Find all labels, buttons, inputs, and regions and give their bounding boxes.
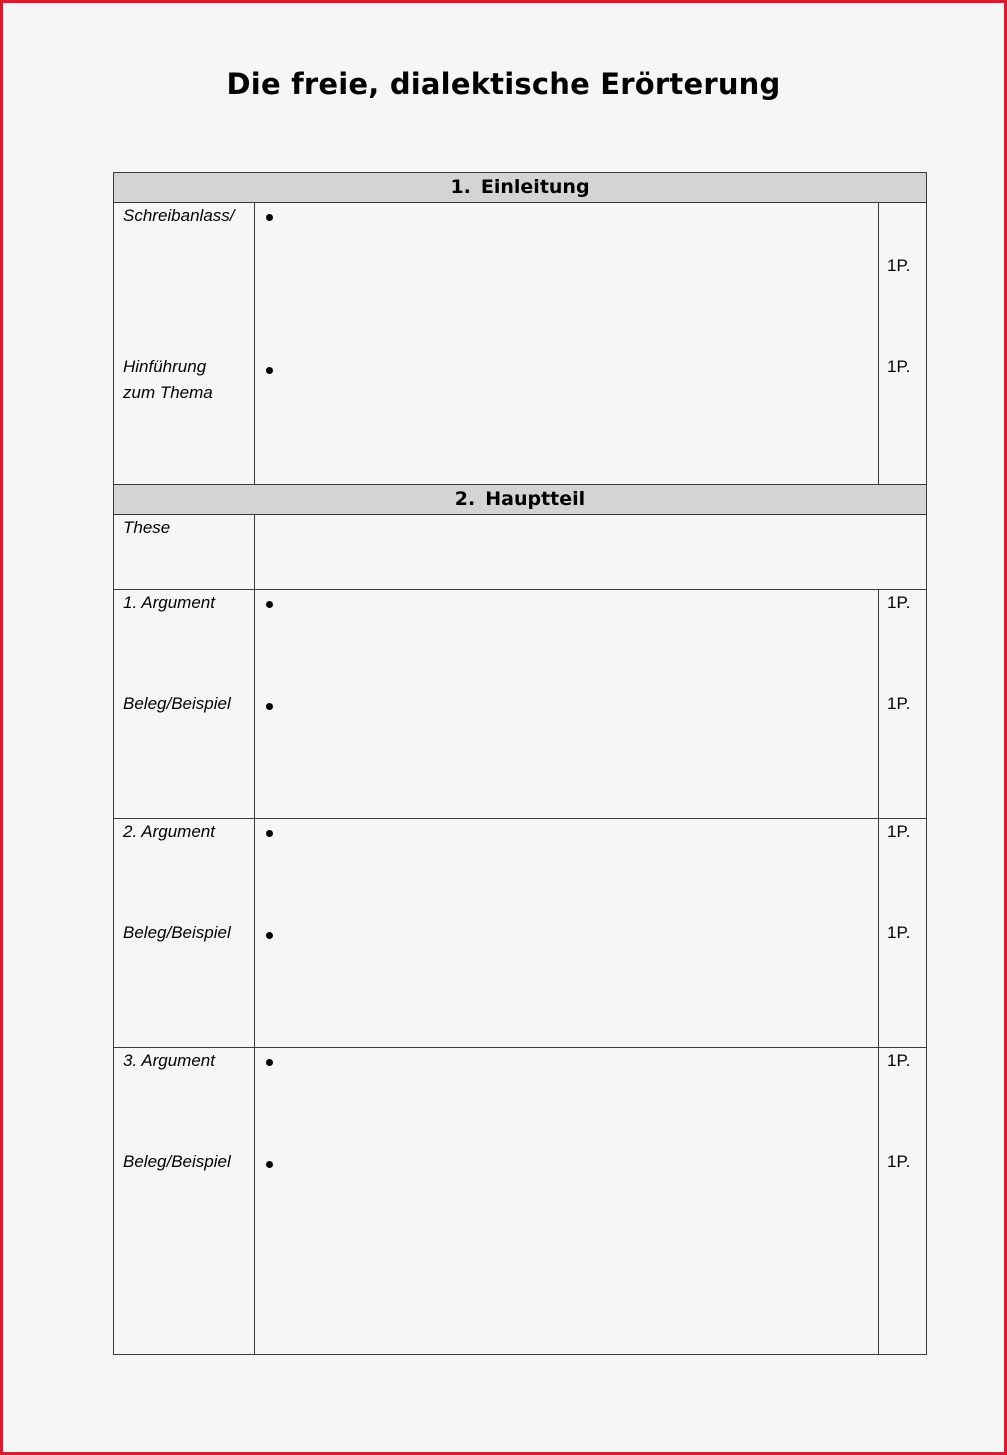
points-label: 1P. — [887, 256, 911, 275]
column-divider — [254, 514, 255, 589]
section-heading: Einleitung — [480, 176, 590, 198]
column-divider — [878, 1047, 879, 1354]
points-label: 1P. — [887, 1051, 911, 1070]
beleg-label: Beleg/Beispiel — [123, 1152, 231, 1171]
section-header-einleitung — [113, 172, 927, 203]
column-divider — [878, 818, 879, 1047]
beleg-label: Beleg/Beispiel — [123, 923, 231, 942]
section-number: 1. — [450, 176, 471, 198]
bullet-icon — [266, 214, 273, 221]
points-label: 1P. — [887, 357, 911, 376]
points-label: 1P. — [887, 694, 911, 713]
argument-label: 2. Argument — [123, 822, 215, 841]
points-label: 1P. — [887, 923, 911, 942]
row-label-these: These — [123, 518, 171, 537]
points-label: 1P. — [887, 822, 911, 841]
column-divider — [254, 1047, 255, 1354]
section-header-hauptteil — [113, 484, 927, 515]
beleg-label: Beleg/Beispiel — [123, 694, 231, 713]
argument-label: 1. Argument — [123, 593, 215, 612]
argument-block-2 — [113, 818, 927, 1048]
these-row — [113, 514, 927, 590]
argument-block-1 — [113, 589, 927, 819]
column-divider — [254, 202, 255, 484]
argument-label: 3. Argument — [123, 1051, 215, 1070]
column-divider — [878, 202, 879, 484]
points-label: 1P. — [887, 1152, 911, 1171]
column-divider — [254, 818, 255, 1047]
einleitung-block — [113, 202, 927, 485]
bullet-icon — [266, 1059, 273, 1066]
bullet-icon — [266, 830, 273, 837]
row-label-schreibanlass: Schreibanlass/ — [123, 206, 235, 225]
section-heading: Hauptteil — [485, 488, 586, 510]
bullet-icon — [266, 1161, 273, 1168]
page-title: Die freie, dialektische Erörterung — [226, 67, 781, 101]
bullet-icon — [266, 367, 273, 374]
points-label: 1P. — [887, 593, 911, 612]
bullet-icon — [266, 703, 273, 710]
column-divider — [878, 589, 879, 818]
section-number: 2. — [454, 488, 476, 510]
argument-block-3 — [113, 1047, 927, 1355]
row-label-hinfuehrung: Hinführung zum Thema — [123, 357, 213, 402]
bullet-icon — [266, 601, 273, 608]
column-divider — [254, 589, 255, 818]
bullet-icon — [266, 932, 273, 939]
